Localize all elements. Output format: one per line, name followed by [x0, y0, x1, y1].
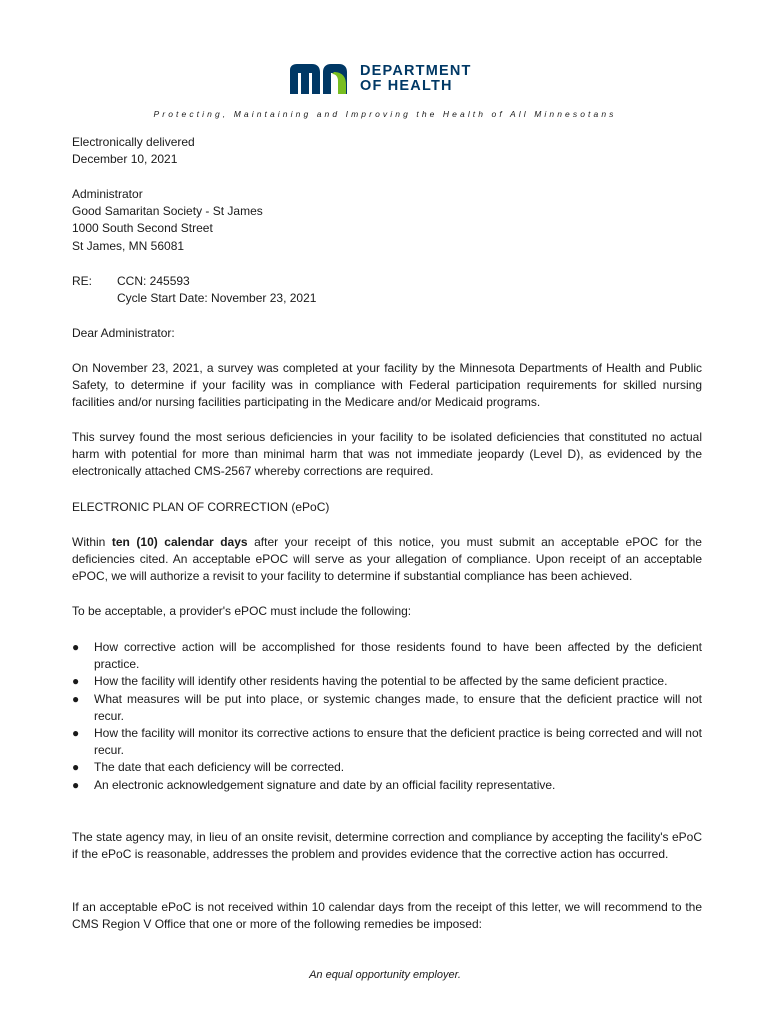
mn-logo-icon: [290, 64, 354, 94]
delivery-method: Electronically delivered: [72, 135, 195, 149]
re-values: [117, 273, 316, 307]
paragraph-deadline: [72, 534, 702, 586]
list-item: ● How corrective action will be accomplished for those residents found to have been affected by the deficient practice.: [72, 640, 702, 672]
paragraph-remedies: If an acceptable ePoC is not received within 10 calendar days from the receipt of this letter, we will recommend to the CMS Region V Office that one or more of the following remedies be imposed:: [72, 900, 702, 932]
paragraph-findings: This survey found the most serious deficiencies in your facility to be isolated deficiencies that constituted no actual harm with potential for more than minimal harm that was not immediate jeopardy (Level D), as evidenced by the electronically attached CMS-2567 whereby corrections are required.: [72, 430, 702, 479]
delivery-block: [72, 134, 702, 168]
salutation: Dear Administrator:: [72, 326, 175, 340]
footer-eoe: An equal opportunity employer.: [309, 969, 461, 981]
deadline-rest: after your receipt of this notice, you must submit an acceptable ePOC for the deficiencies cited. An acceptable ePOC will serve as your allegation of compliance. Upon receipt of an acceptable ePOC, we will authorize a revisit to your facility to determine if substantial compliance has been achieved.: [72, 535, 702, 584]
paragraph-revisit: The state agency may, in lieu of an onsite revisit, determine correction and compliance by accepting the facility's ePoC if the ePoC is reasonable, addresses the problem and provides evidence that the corrective action has occurred.: [72, 830, 702, 862]
section-heading-epoc: ELECTRONIC PLAN OF CORRECTION (ePoC): [72, 500, 330, 514]
re-cycle-date: Cycle Start Date: November 23, 2021: [117, 291, 317, 306]
list-item: ● How the facility will monitor its corrective actions to ensure that the deficient practice is being corrected and will not recur.: [72, 726, 702, 758]
list-item: ● How the facility will identify other residents having the potential to be affected by the same deficient practice.: [72, 673, 702, 690]
address-title: Administrator: [72, 187, 143, 201]
list-item: ● What measures will be put into place, or systemic changes made, to ensure that the deficient practice will not recur.: [72, 691, 702, 723]
deadline-bold: ten (10) calendar days: [111, 535, 248, 549]
address-city: St James, MN 56081: [72, 238, 185, 253]
bullet-icon: ●: [72, 640, 80, 654]
address-street: 1000 South Second Street: [72, 221, 213, 236]
logo-line-of-health: OF HEALTH: [360, 78, 453, 94]
bullet-icon: ●: [72, 777, 80, 792]
letter-date: December 10, 2021: [72, 152, 178, 167]
bullet-icon: ●: [72, 726, 80, 741]
bullet-icon: ●: [72, 674, 80, 689]
re-label: RE:: [72, 274, 93, 288]
bullet-icon: ●: [72, 760, 80, 775]
requirements-list: [72, 639, 702, 794]
list-item: ● The date that each deficiency will be corrected.: [72, 759, 702, 776]
mdh-logo: [290, 64, 472, 94]
bullet-icon: ●: [72, 691, 80, 706]
paragraph-survey: On November 23, 2021, a survey was completed at your facility by the Minnesota Departments of Health and Public Safety, to determine if your facility was in compliance with Federal participation requirements for skilled nursing facilities and/or nursing facilities participating in the Medicare and/or Medicaid programs.: [72, 361, 702, 410]
list-item: ● An electronic acknowledgement signature and date by an official facility representative.: [72, 777, 702, 794]
re-ccn: CCN: 245593: [117, 274, 190, 288]
tagline: Protecting, Maintaining and Improving the Health of All Minnesotans: [153, 109, 617, 119]
logo-line-department: DEPARTMENT: [360, 63, 472, 79]
address-facility: Good Samaritan Society - St James: [72, 204, 263, 219]
address-block: [72, 186, 702, 255]
deadline-prefix: Within: [72, 535, 112, 549]
paragraph-requirements-intro: To be acceptable, a provider's ePOC must include the following:: [72, 604, 412, 618]
